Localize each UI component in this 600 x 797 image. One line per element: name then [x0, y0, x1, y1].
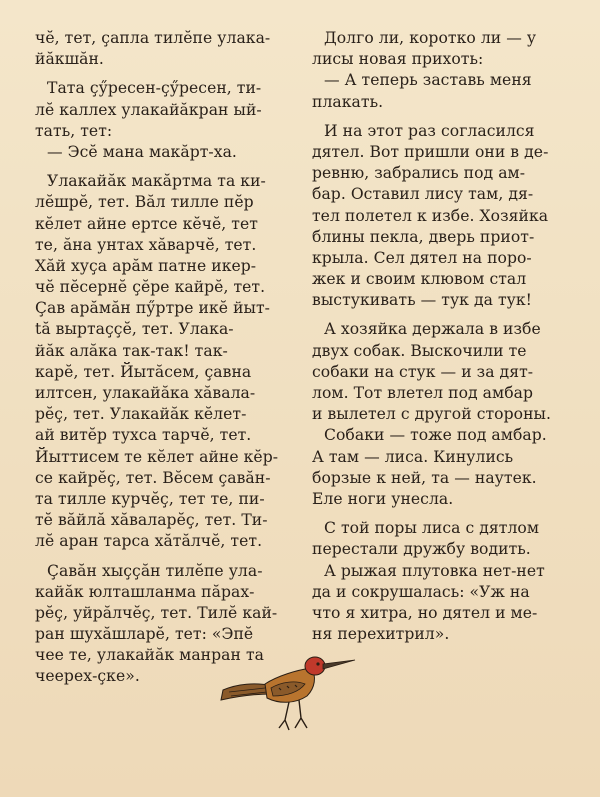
russian-text-line: А рыжая плутовка нет-нет	[324, 561, 545, 580]
chuvash-text-line: чеерех-çке».	[35, 667, 140, 686]
russian-text-line: перестали дружбу водить.	[312, 540, 531, 559]
russian-text-line: Еле ноги унесла.	[312, 489, 454, 508]
russian-text-line: А хозяйка держала в избе	[324, 320, 541, 339]
russian-text-line: выстукивать — тук да тук!	[312, 291, 532, 310]
russian-text-line: ня перехитрил».	[312, 625, 450, 644]
woodpecker-illustration	[215, 648, 365, 738]
chuvash-text-line: Ҫав арăмăн пӳртре икĕ йыт-	[35, 299, 270, 318]
chuvash-text-line: лĕ аран тарса хăтăлчĕ, тет.	[35, 532, 263, 551]
chuvash-text-line: йăк алăка так-так! так-	[35, 341, 228, 360]
chuvash-text-line: те, ăна унтах хăварчĕ, тет.	[35, 235, 257, 254]
chuvash-text-line: рĕç, тет. Улакайăк кĕлет-	[35, 405, 247, 424]
russian-text-line: С той поры лиса с дятлом	[324, 519, 540, 538]
russian-text-line: что я хитра, но дятел и ме-	[312, 603, 538, 622]
woodpecker-legs	[279, 700, 307, 730]
chuvash-text-line: йăкшăн.	[35, 50, 104, 69]
chuvash-text-line: карĕ, тет. Йытăсем, ҫавна	[35, 362, 252, 381]
chuvash-text-line: Тата ҫӳресен-ҫӳресен, ти-	[47, 79, 262, 98]
russian-text-line: И на этот раз согласился	[324, 121, 535, 140]
russian-text-line: плакать.	[312, 92, 384, 111]
chuvash-text-line: чĕ, тет, ҫапла тилĕпе улака-	[35, 29, 271, 47]
woodpecker-beak	[323, 660, 355, 669]
woodpecker-icon	[215, 648, 365, 738]
russian-text-line: и вылетел с другой стороны.	[312, 405, 551, 424]
chuvash-text-line: Улакайăк макăртма та ки-	[47, 172, 266, 191]
russian-text-line: да и сокрушалась: «Уж на	[312, 582, 530, 601]
russian-text-line: двух собак. Выскочили те	[312, 341, 527, 360]
russian-text-line: А там — лиса. Кинулись	[312, 447, 514, 466]
russian-text-line: бар. Оставил лису там, дя-	[312, 185, 534, 204]
chuvash-text-line: рĕç, уйрăлчĕç, тет. Тилĕ кай-	[35, 603, 278, 622]
russian-text-column	[312, 28, 582, 645]
chuvash-text-line: кĕлет айне ертсе кĕчĕ, тет	[35, 214, 258, 233]
chuvash-text-line: се кайрĕç, тет. Вĕсем ҫавăн-	[35, 468, 271, 487]
chuvash-text-line: tă выртаççĕ, тет. Улака-	[35, 320, 234, 339]
russian-text-line: Собаки — тоже под амбар.	[324, 426, 547, 445]
russian-text-line: собаки на стук — и за дят-	[312, 362, 534, 381]
russian-text-line: Долго ли, коротко ли — у	[324, 29, 537, 47]
russian-text-line: борзые к ней, та — наутек.	[312, 468, 537, 487]
chuvash-text-line: кайăк юлташланма пăрах-	[35, 582, 255, 601]
chuvash-text-line: тать, тет:	[35, 121, 113, 140]
russian-text-line: крыла. Сел дятел на поро-	[312, 248, 532, 267]
russian-text-line: лом. Тот влетел под амбар	[312, 384, 534, 402]
russian-text-line: — А теперь заставь меня	[324, 71, 532, 90]
chuvash-text-line: лĕшрĕ, тет. Вăл тилле пĕр	[35, 193, 254, 212]
chuvash-text-line: ай витĕр тухса тарчĕ, тет.	[35, 426, 252, 445]
chuvash-text-line: Хăй хуҫа арăм патне икер-	[35, 256, 257, 275]
russian-text-line: жек и своим клювом стал	[312, 270, 527, 289]
russian-text-line: тел полетел к избе. Хозяйка	[312, 206, 549, 225]
chuvash-text-column	[35, 28, 290, 688]
chuvash-text-line: илтсен, улакайăка хăвала-	[35, 384, 256, 402]
chuvash-text-line: Йыттисем те кĕлет айне кĕр-	[35, 447, 279, 466]
chuvash-text-line: Ҫавăн хыççăн тилĕпе ула-	[47, 561, 263, 580]
chuvash-text-line: чее те, улакайăк манран та	[35, 646, 264, 665]
russian-text-line: ревню, забрались под ам-	[312, 164, 526, 183]
chuvash-text-line: лĕ каллех улакайăкран ый-	[35, 100, 262, 119]
chuvash-text-line: — Эсĕ мана макăрт-ха.	[47, 142, 237, 161]
chuvash-text-line: та тилле курчĕç, тет те, пи-	[35, 489, 265, 508]
chuvash-text-line: тĕ вăйлă хăвалаpĕç, тет. Ти-	[35, 511, 268, 530]
russian-text-line: лисы новая прихоть:	[312, 50, 484, 69]
chuvash-text-line: ран шухăшларĕ, тет: «Эпĕ	[35, 625, 254, 644]
woodpecker-head	[305, 657, 325, 675]
woodpecker-eye	[316, 662, 319, 665]
russian-text-line: дятел. Вот пришли они в де-	[312, 142, 549, 161]
russian-text-line: блины пекла, дверь приот-	[312, 227, 535, 246]
chuvash-text-line: чĕ пĕсернĕ ҫĕре кайрĕ, тет.	[35, 278, 266, 297]
